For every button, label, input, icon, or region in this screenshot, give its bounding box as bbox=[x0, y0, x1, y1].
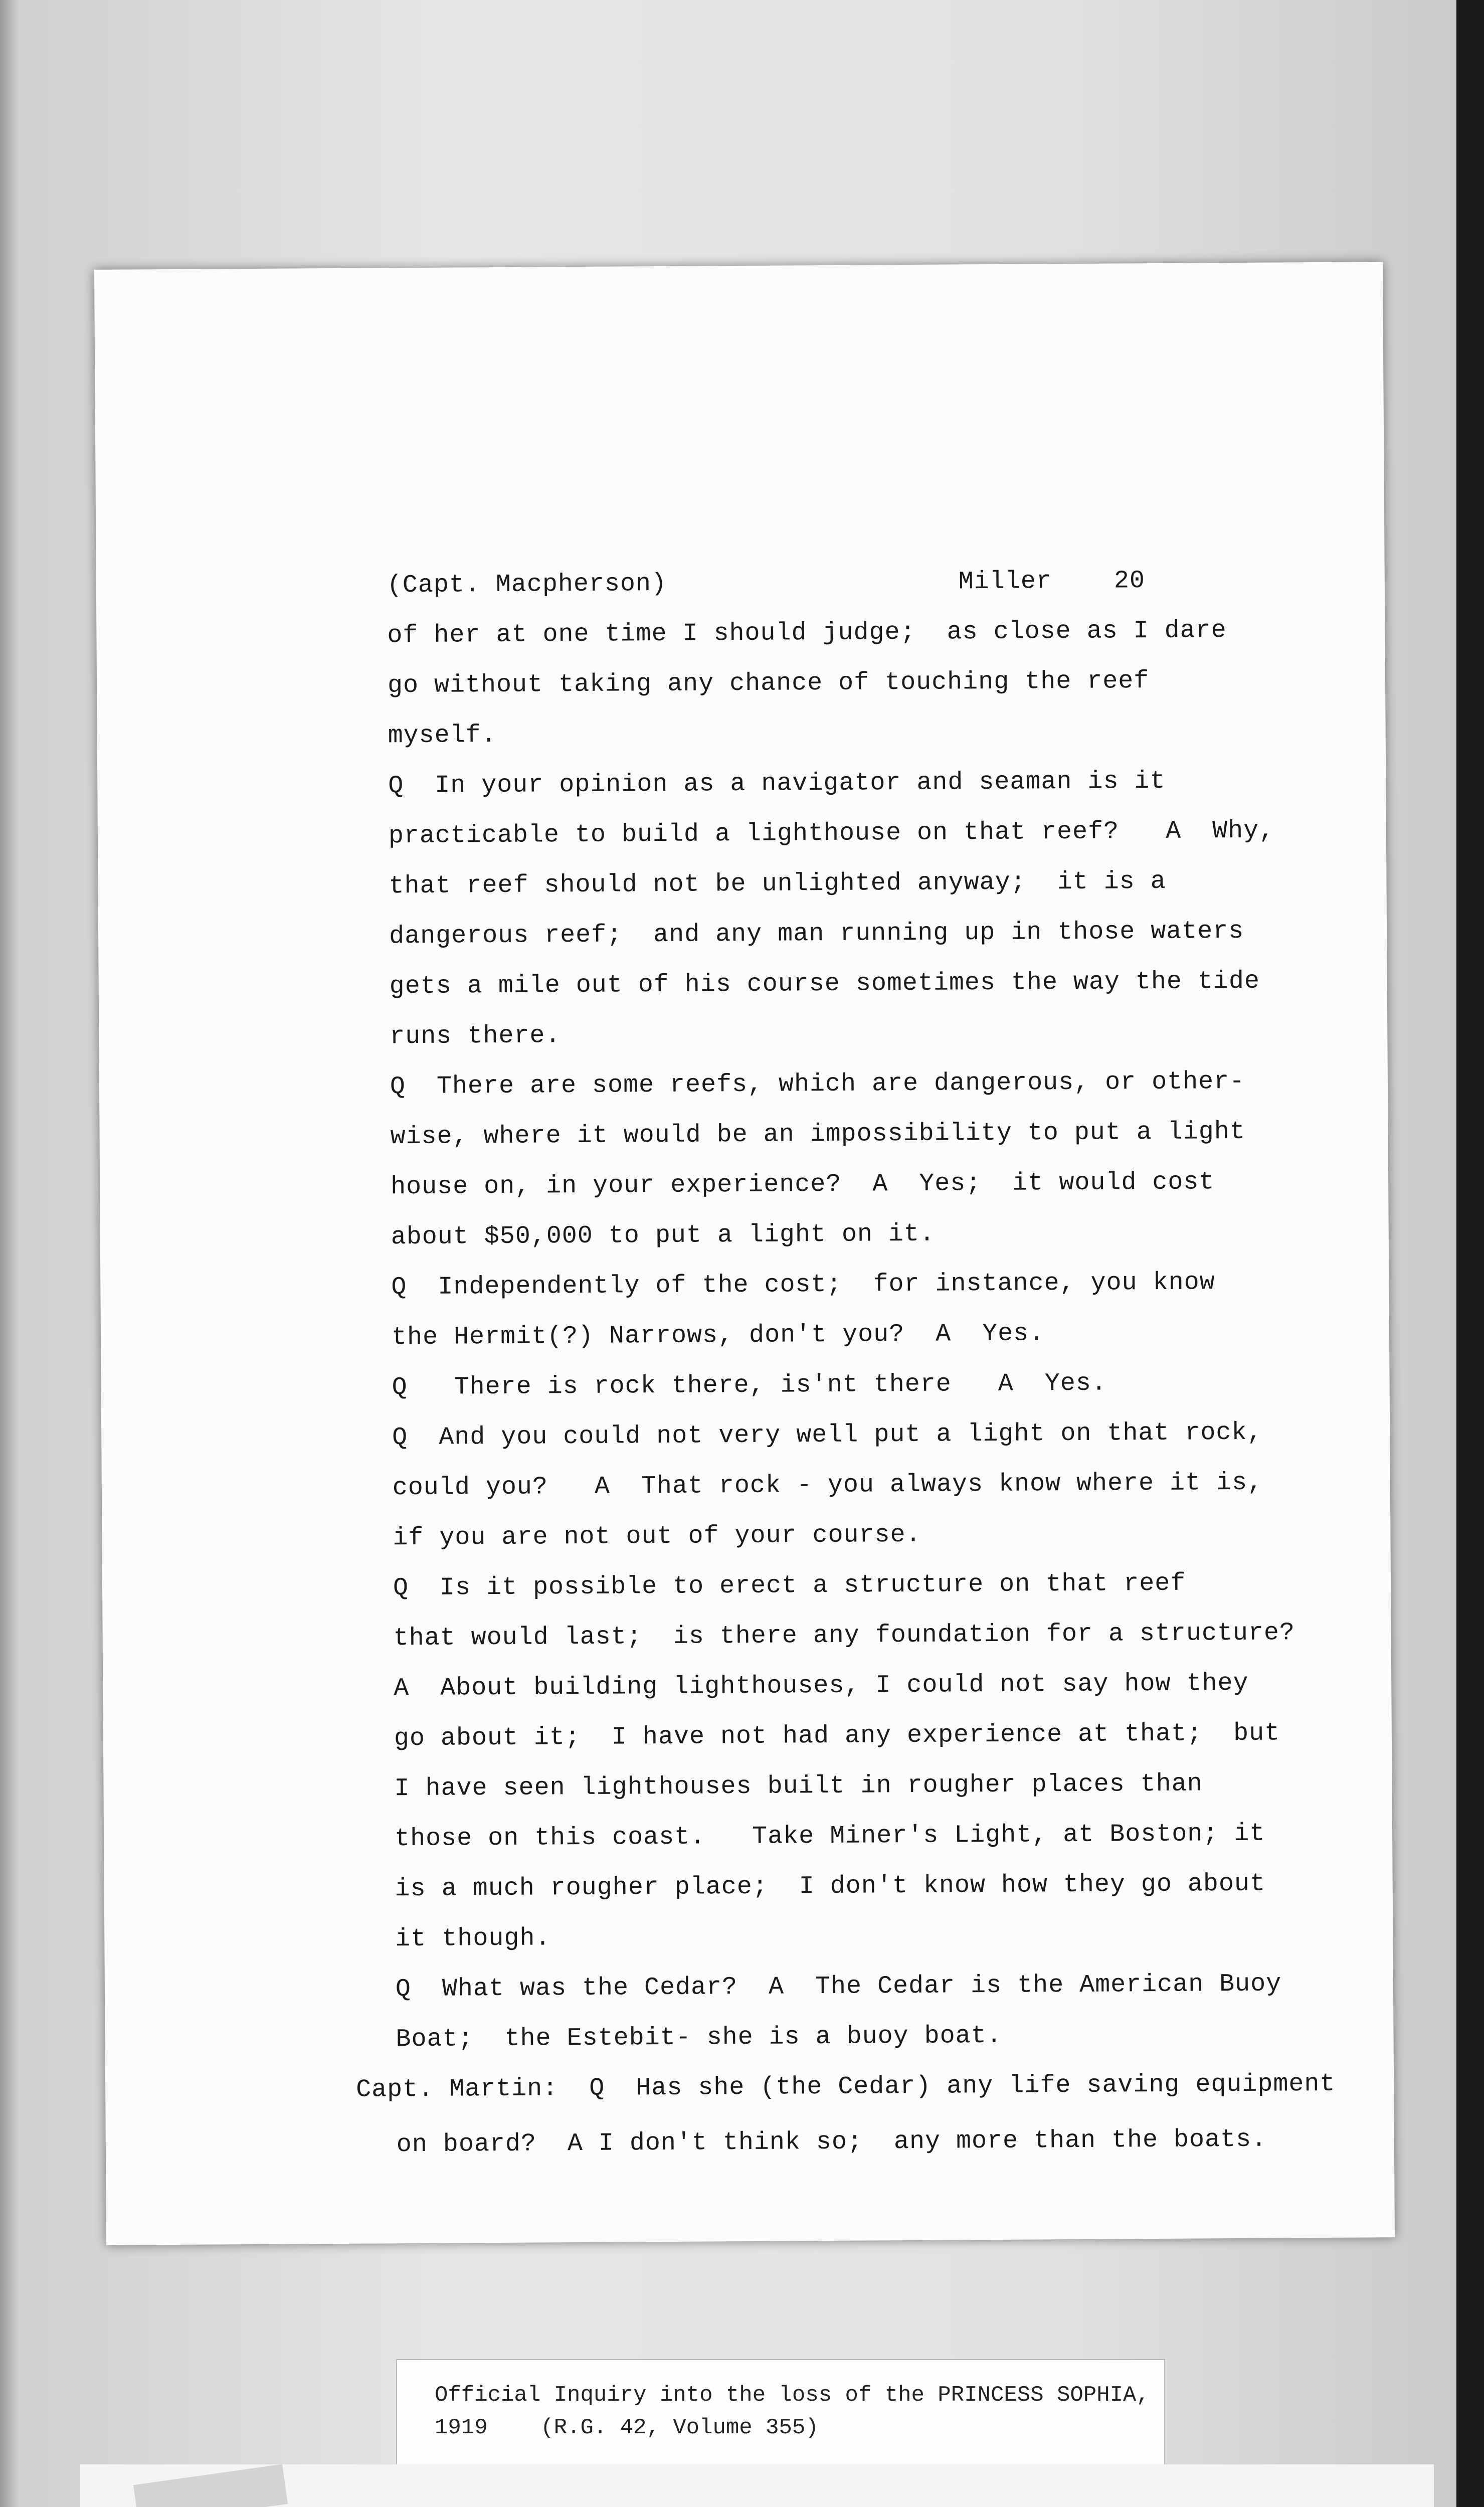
transcript-line: gets a mile out of his course sometimes the way the tide bbox=[389, 967, 1260, 1001]
transcript-line: on board? A I don't think so; any more than the boats. bbox=[396, 2125, 1267, 2160]
transcript-line: it though. bbox=[395, 1924, 551, 1954]
transcript-line: could you? A That rock - you always know where it is, bbox=[392, 1468, 1263, 1503]
transcript-line: Capt. Martin: Q Has she (the Cedar) any life saving equipment bbox=[356, 2069, 1336, 2104]
transcript-line: if you are not out of your course. bbox=[393, 1520, 921, 1553]
transcript-line: Boat; the Estebit- she is a buoy boat. bbox=[396, 2021, 1002, 2054]
transcript-line: Q Independently of the cost; for instance, you know bbox=[391, 1268, 1215, 1302]
transcript-line: Q There is rock there, is'nt there A Yes. bbox=[392, 1369, 1107, 1402]
transcript-line: A About building lighthouses, I could not say how they bbox=[394, 1669, 1249, 1703]
transcript-line: that reef should not be unlighted anyway; it is a bbox=[389, 867, 1166, 901]
header-right: Miller 20 bbox=[958, 567, 1146, 597]
transcript-line: runs there. bbox=[390, 1021, 561, 1051]
transcript-line: Q There are some reefs, which are dangerous, or other- bbox=[390, 1067, 1245, 1102]
transcript-line: go about it; I have not had any experience at that; but bbox=[394, 1719, 1280, 1753]
transcript-line: Q Is it possible to erect a structure on that reef bbox=[393, 1569, 1186, 1603]
transcript-line: practicable to build a lighthouse on that reef? A Why, bbox=[388, 816, 1275, 851]
transcript-page bbox=[94, 262, 1395, 2245]
transcript-line: those on this coast. Take Miner's Light, at Boston; it bbox=[394, 1819, 1265, 1854]
transcript-line: Q And you could not very well put a light on that rock, bbox=[392, 1418, 1263, 1453]
transcript-line: Q What was the Cedar? A The Cedar is the American Buoy bbox=[395, 1969, 1282, 2004]
transcript-line: Q In your opinion as a navigator and seaman is it bbox=[388, 767, 1166, 801]
transcript-line: is a much rougher place; I don't know how they go about bbox=[395, 1869, 1266, 1904]
transcript-line: house on, in your experience? A Yes; it would cost bbox=[391, 1168, 1215, 1202]
left-edge-shadow bbox=[0, 0, 20, 2507]
transcript-line: the Hermit(?) Narrows, don't you? A Yes. bbox=[391, 1319, 1045, 1352]
right-film-edge bbox=[1456, 0, 1484, 2507]
tape-strip bbox=[133, 2464, 288, 2507]
header-left: (Capt. Macpherson) bbox=[387, 569, 667, 600]
archive-reference-label bbox=[396, 2359, 1165, 2466]
transcript-line: I have seen lighthouses built in rougher places than bbox=[394, 1769, 1203, 1804]
transcript-line: that would last; is there any foundation for a structure? bbox=[393, 1619, 1295, 1653]
transcript-line: of her at one time I should judge; as close as I dare bbox=[387, 616, 1227, 650]
transcript-line: go without taking any chance of touching the reef bbox=[387, 667, 1150, 700]
label-line-2: 1919 (R.G. 42, Volume 355) bbox=[435, 2415, 819, 2440]
label-line-1: Official Inquiry into the loss of the PRINCESS SOPHIA, bbox=[435, 2383, 1150, 2408]
transcript-line: dangerous reef; and any man running up in those waters bbox=[389, 917, 1244, 951]
transcript-line: wise, where it would be an impossibility to put a light bbox=[390, 1117, 1245, 1152]
archives-stamp-card bbox=[80, 2464, 1434, 2507]
transcript-line: myself. bbox=[388, 721, 497, 751]
transcript-line: about $50,000 to put a light on it. bbox=[391, 1219, 936, 1252]
